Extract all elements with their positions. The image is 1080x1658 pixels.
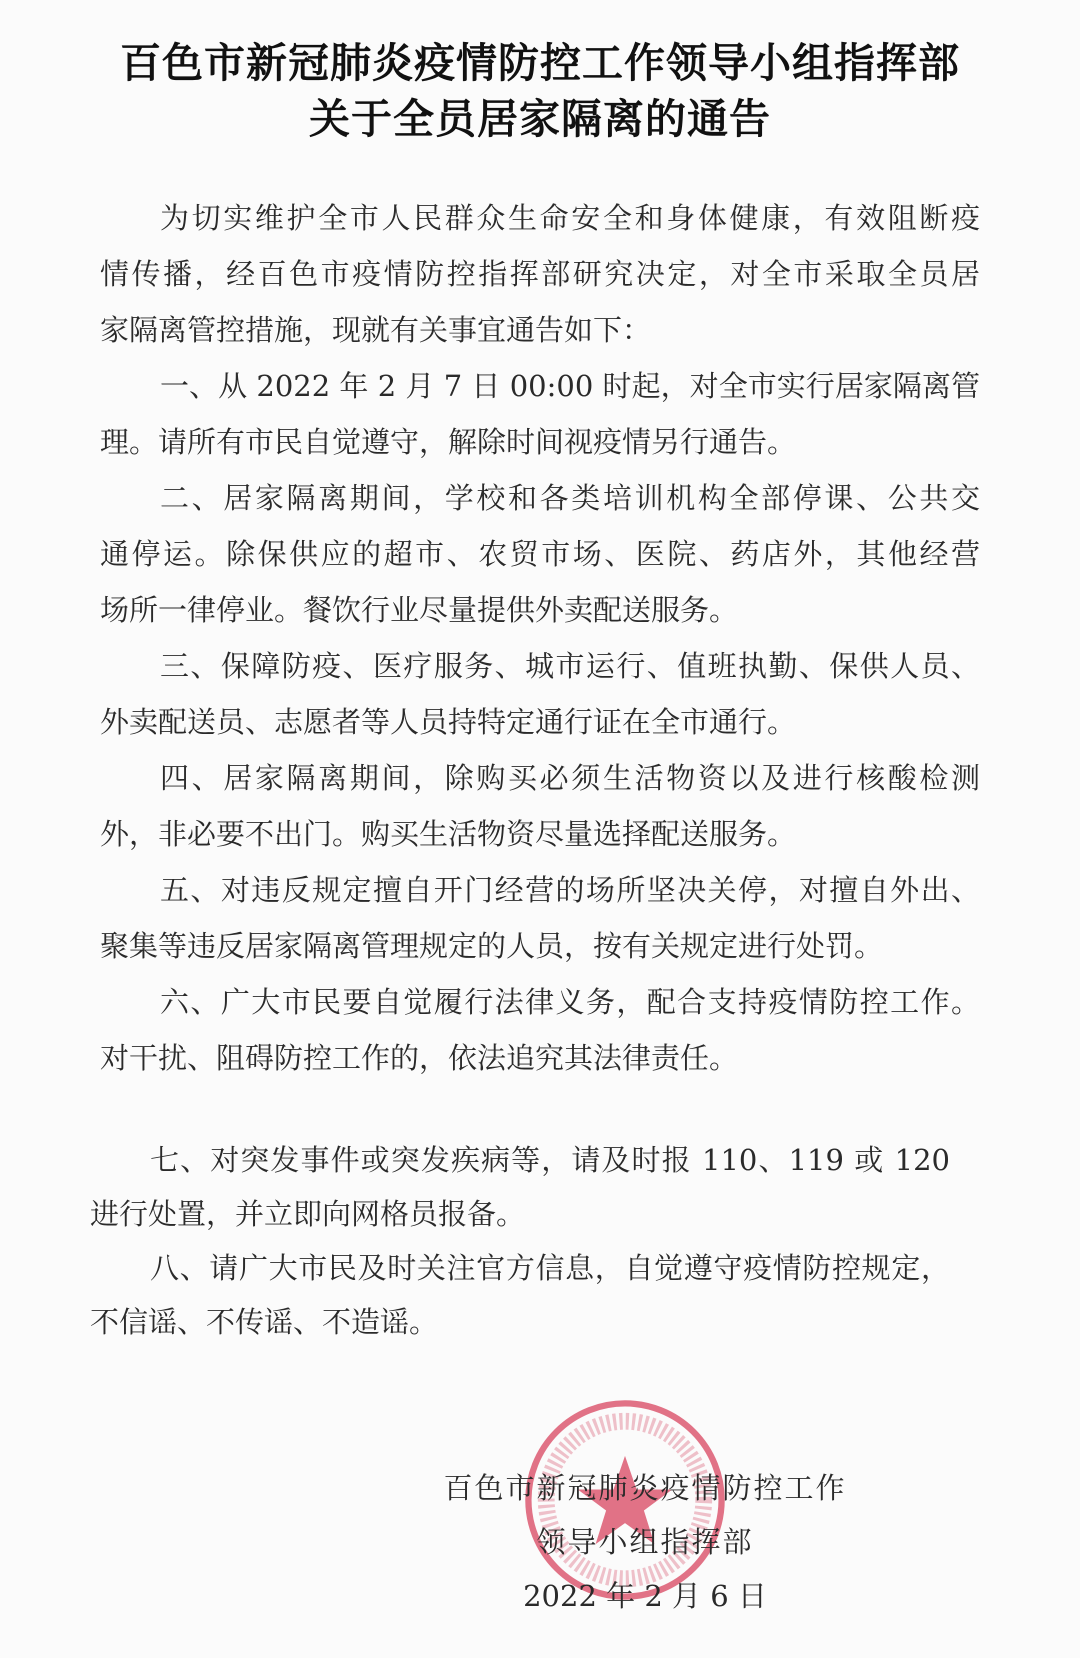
document-title-line2: 关于全员居家隔离的通告 xyxy=(309,95,771,143)
text-line: 外，非必要不出门。购买生活物资尽量选择配送服务。 xyxy=(100,817,797,851)
text-line: 三、保障防疫、医疗服务、城市运行、值班执勤、保供人员、 xyxy=(160,649,980,683)
paragraph xyxy=(100,358,980,470)
text-line: 五、对违反规定擅自开门经营的场所坚决关停，对擅自外出、 xyxy=(160,873,980,907)
paragraph xyxy=(100,974,980,1086)
text-line: 为切实维护全市人民群众生命安全和身体健康，有效阻断疫 xyxy=(160,201,980,235)
text-line: 理。请所有市民自觉遵守，解除时间视疫情另行通告。 xyxy=(100,425,797,459)
text-line: 家隔离管控措施，现就有关事宜通告如下： xyxy=(100,313,652,347)
paragraph xyxy=(90,1241,950,1349)
signature-org-line1: 百色市新冠肺炎疫情防控工作 xyxy=(443,1471,847,1505)
notice-body-continued xyxy=(90,1133,950,1349)
paragraph xyxy=(90,1133,950,1241)
text-line: 外卖配送员、志愿者等人员持特定通行证在全市通行。 xyxy=(100,705,797,739)
signature-date: 2022 年 2 月 6 日 xyxy=(523,1579,767,1613)
text-line: 八、请广大市民及时关注官方信息，自觉遵守疫情防控规定， xyxy=(150,1251,950,1285)
text-line: 二、居家隔离期间，学校和各类培训机构全部停课、公共交 xyxy=(160,481,980,515)
text-line: 对干扰、阻碍防控工作的，依法追究其法律责任。 xyxy=(100,1041,739,1075)
paragraph xyxy=(100,750,980,862)
paragraph xyxy=(100,470,980,638)
text-line: 聚集等违反居家隔离管理规定的人员，按有关规定进行处罚。 xyxy=(100,929,884,963)
text-line: 进行处置，并立即向网格员报备。 xyxy=(90,1197,526,1231)
text-line: 通停运。除保供应的超市、农贸市场、医院、药店外，其他经营 xyxy=(100,537,980,571)
text-line: 场所一律停业。餐饮行业尽量提供外卖配送服务。 xyxy=(100,593,739,627)
paragraph xyxy=(100,862,980,974)
notice-body xyxy=(100,190,980,1086)
text-line: 一、从 2022 年 2 月 7 日 00:00 时起，对全市实行居家隔离管 xyxy=(160,369,980,403)
signature-org-line2: 领导小组指挥部 xyxy=(536,1525,754,1559)
document-title-line1: 百色市新冠肺炎疫情防控工作领导小组指挥部 xyxy=(120,39,960,87)
paragraph xyxy=(100,638,980,750)
text-line: 不信谣、不传谣、不造谣。 xyxy=(90,1305,439,1339)
text-line: 七、对突发事件或突发疾病等，请及时报 110、119 或 120 xyxy=(150,1143,950,1177)
paragraph xyxy=(100,190,980,358)
text-line: 情传播，经百色市疫情防控指挥部研究决定，对全市采取全员居 xyxy=(100,257,980,291)
text-line: 四、居家隔离期间，除购买必须生活物资以及进行核酸检测 xyxy=(160,761,980,795)
text-line: 六、广大市民要自觉履行法律义务，配合支持疫情防控工作。 xyxy=(160,985,980,1019)
